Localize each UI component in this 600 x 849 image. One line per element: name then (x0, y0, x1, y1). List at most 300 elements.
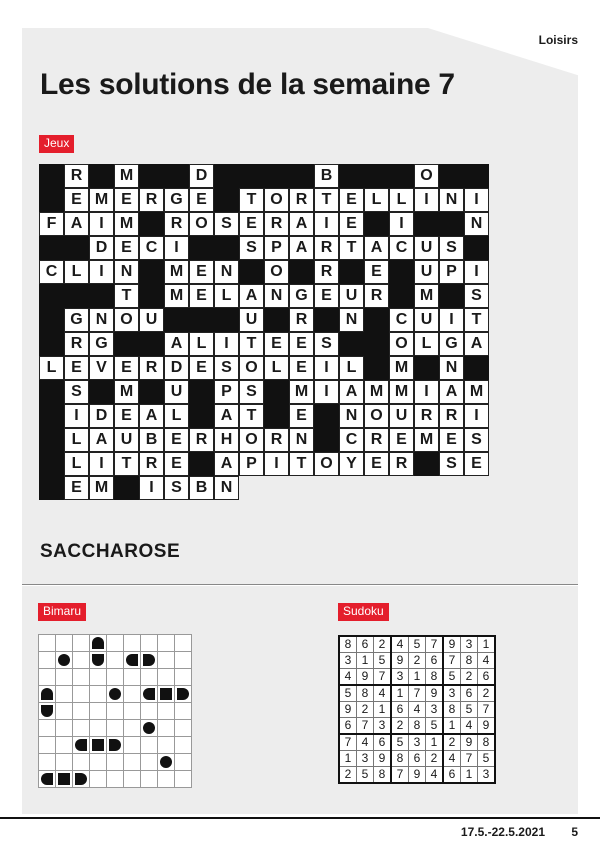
crossword-letter-cell: S (214, 356, 239, 380)
crossword-letter-cell: M (464, 380, 489, 404)
crossword-black-cell (39, 404, 64, 428)
sudoku-cell: 2 (357, 702, 374, 718)
crossword-black-cell (164, 308, 189, 332)
crossword-letter-cell: I (464, 260, 489, 284)
sudoku-cell: 5 (409, 636, 426, 653)
crossword-letter-cell: T (239, 332, 264, 356)
crossword-letter-cell: M (164, 284, 189, 308)
crossword-letter-cell: E (164, 428, 189, 452)
crossword-letter-cell: N (339, 404, 364, 428)
crossword-letter-cell: I (314, 212, 339, 236)
crossword-letter-cell: L (389, 188, 414, 212)
crossword-letter-cell: R (164, 212, 189, 236)
sudoku-cell: 6 (339, 718, 357, 735)
section-label: Loisirs (538, 33, 578, 47)
bimaru-cell (56, 703, 73, 720)
sudoku-cell: 4 (443, 751, 461, 767)
page-title: Les solutions de la semaine 7 (40, 68, 455, 101)
sudoku-cell: 3 (478, 767, 496, 784)
sudoku-cell: 5 (374, 653, 392, 669)
crossword-letter-cell: C (389, 308, 414, 332)
ship-segment (92, 654, 104, 666)
bimaru-cell (158, 686, 175, 703)
crossword-letter-cell: M (114, 164, 139, 188)
crossword-letter-cell: A (289, 236, 314, 260)
crossword-black-cell (289, 164, 314, 188)
crossword-letter-cell: I (464, 188, 489, 212)
crossword-letter-cell: O (314, 452, 339, 476)
crossword-letter-cell: L (64, 452, 89, 476)
crossword-letter-cell: N (214, 260, 239, 284)
crossword-letter-cell: E (239, 212, 264, 236)
crossword-letter-cell: I (389, 212, 414, 236)
crossword-letter-cell: E (189, 356, 214, 380)
bimaru-cell (73, 771, 90, 788)
bimaru-cell (90, 771, 107, 788)
sudoku-cell: 3 (426, 702, 444, 718)
crossword-letter-cell: S (164, 476, 189, 500)
sudoku-cell: 6 (426, 653, 444, 669)
crossword-letter-cell: U (114, 428, 139, 452)
crossword-letter-cell: U (389, 404, 414, 428)
crossword-letter-cell: M (89, 188, 114, 212)
crossword-black-cell (89, 284, 114, 308)
crossword-letter-cell: V (89, 356, 114, 380)
bimaru-cell (141, 635, 158, 652)
sudoku-cell: 5 (339, 685, 357, 702)
bimaru-cell (124, 652, 141, 669)
crossword-letter-cell: R (364, 428, 389, 452)
sudoku-cell: 8 (357, 685, 374, 702)
crossword-black-cell (114, 476, 139, 500)
ship-segment (41, 705, 53, 717)
bimaru-cell (39, 703, 56, 720)
crossword-letter-cell: G (89, 332, 114, 356)
sudoku-cell: 3 (339, 653, 357, 669)
crossword-letter-cell: I (89, 452, 114, 476)
ship-segment (126, 654, 138, 666)
crossword-letter-cell: N (439, 188, 464, 212)
bimaru-cell (141, 771, 158, 788)
crossword-letter-cell: R (414, 404, 439, 428)
crossword-black-cell (364, 212, 389, 236)
bimaru-cell (56, 652, 73, 669)
sudoku-cell: 6 (461, 685, 478, 702)
crossword-letter-cell: I (89, 260, 114, 284)
ship-segment (160, 756, 172, 768)
bimaru-cell (73, 686, 90, 703)
crossword-black-cell (39, 164, 64, 188)
crossword-black-cell (139, 284, 164, 308)
crossword-letter-cell: C (339, 428, 364, 452)
crossword-black-cell (39, 308, 64, 332)
crossword-letter-cell: A (64, 212, 89, 236)
crossword-letter-cell: M (114, 380, 139, 404)
crossword-black-cell (189, 404, 214, 428)
bimaru-cell (175, 652, 192, 669)
bimaru-cell (158, 669, 175, 686)
bimaru-cell (124, 635, 141, 652)
crossword-letter-cell: E (64, 188, 89, 212)
page-number: 5 (571, 825, 578, 839)
sudoku-cell: 9 (409, 767, 426, 784)
crossword-letter-cell: S (439, 236, 464, 260)
crossword-black-cell (289, 260, 314, 284)
crossword-letter-cell: R (64, 332, 89, 356)
crossword-black-cell (414, 452, 439, 476)
sudoku-cell: 7 (339, 734, 357, 751)
sudoku-cell: 9 (374, 751, 392, 767)
crossword-letter-cell: G (289, 284, 314, 308)
crossword-letter-cell: E (364, 260, 389, 284)
crossword-letter-cell: E (114, 356, 139, 380)
ship-segment (109, 688, 121, 700)
crossword-black-cell (264, 164, 289, 188)
sudoku-cell: 2 (409, 653, 426, 669)
bimaru-cell (73, 754, 90, 771)
bimaru-cell (158, 720, 175, 737)
crossword-letter-cell: R (264, 212, 289, 236)
crossword-letter-cell: A (139, 404, 164, 428)
crossword-letter-cell: L (189, 332, 214, 356)
bimaru-cell (175, 720, 192, 737)
crossword-black-cell (139, 332, 164, 356)
crossword-letter-cell: N (89, 308, 114, 332)
sudoku-cell: 4 (374, 685, 392, 702)
bimaru-cell (158, 754, 175, 771)
bimaru-cell (124, 737, 141, 754)
crossword-letter-cell: E (389, 428, 414, 452)
crossword-letter-cell: L (64, 260, 89, 284)
crossword-letter-cell: A (164, 332, 189, 356)
crossword-letter-cell: O (389, 332, 414, 356)
bimaru-cell (107, 771, 124, 788)
bimaru-cell (90, 737, 107, 754)
crossword-black-cell (189, 236, 214, 260)
crossword-letter-cell: B (139, 428, 164, 452)
bimaru-cell (107, 652, 124, 669)
bimaru-cell (124, 703, 141, 720)
bimaru-cell (73, 720, 90, 737)
crossword-black-cell (214, 236, 239, 260)
crossword-letter-cell: R (314, 236, 339, 260)
sudoku-cell: 4 (391, 636, 409, 653)
crossword-letter-cell: U (414, 308, 439, 332)
bimaru-cell (73, 669, 90, 686)
crossword-black-cell (164, 164, 189, 188)
sudoku-cell: 2 (461, 669, 478, 686)
crossword-letter-cell: S (239, 236, 264, 260)
crossword-letter-cell: E (289, 332, 314, 356)
sudoku-cell: 5 (357, 767, 374, 784)
crossword-letter-cell: D (164, 356, 189, 380)
sudoku-cell: 1 (426, 734, 444, 751)
crossword-letter-cell: R (64, 164, 89, 188)
bimaru-cell (141, 737, 158, 754)
bimaru-cell (90, 703, 107, 720)
crossword-black-cell (39, 452, 64, 476)
crossword-letter-cell: R (139, 356, 164, 380)
bimaru-cell (39, 737, 56, 754)
crossword-letter-cell: S (64, 380, 89, 404)
sudoku-cell: 1 (443, 718, 461, 735)
sudoku-cell: 4 (409, 702, 426, 718)
crossword-letter-cell: E (64, 476, 89, 500)
bimaru-cell (158, 635, 175, 652)
bimaru-cell (90, 635, 107, 652)
crossword-letter-cell: L (414, 332, 439, 356)
bimaru-cell (39, 686, 56, 703)
crossword-letter-cell: C (389, 236, 414, 260)
crossword-letter-cell: G (64, 308, 89, 332)
sudoku-cell: 6 (374, 734, 392, 751)
crossword-black-cell (39, 476, 64, 500)
crossword-letter-cell: Y (339, 452, 364, 476)
sudoku-cell: 1 (339, 751, 357, 767)
bimaru-cell (141, 754, 158, 771)
crossword-letter-cell: A (214, 404, 239, 428)
bimaru-cell (124, 669, 141, 686)
sudoku-cell: 7 (426, 636, 444, 653)
crossword-black-cell (139, 212, 164, 236)
crossword-black-cell (114, 332, 139, 356)
sudoku-cell: 9 (426, 685, 444, 702)
bimaru-cell (107, 686, 124, 703)
crossword-letter-cell: M (364, 380, 389, 404)
bimaru-cell (107, 720, 124, 737)
bimaru-cell (107, 635, 124, 652)
crossword-black-cell (139, 164, 164, 188)
ship-segment (92, 637, 104, 649)
sudoku-cell: 8 (461, 653, 478, 669)
crossword-letter-cell: R (389, 452, 414, 476)
sudoku-cell: 1 (391, 685, 409, 702)
sudoku-cell: 7 (478, 702, 496, 718)
crossword-letter-cell: G (164, 188, 189, 212)
crossword-letter-cell: E (189, 260, 214, 284)
crossword-letter-cell: M (164, 260, 189, 284)
crossword-letter-cell: A (339, 380, 364, 404)
crossword-black-cell (39, 284, 64, 308)
crossword-letter-cell: P (439, 260, 464, 284)
sudoku-cell: 4 (339, 669, 357, 686)
bimaru-cell (39, 652, 56, 669)
crossword-letter-cell: L (214, 284, 239, 308)
crossword-letter-cell: S (214, 212, 239, 236)
sudoku-cell: 4 (478, 653, 496, 669)
crossword-black-cell (414, 356, 439, 380)
crossword-black-cell (264, 380, 289, 404)
crossword-letter-cell: E (439, 428, 464, 452)
crossword-black-cell (364, 308, 389, 332)
crossword-black-cell (464, 236, 489, 260)
crossword-letter-cell: T (339, 236, 364, 260)
bimaru-cell (124, 720, 141, 737)
bimaru-cell (56, 720, 73, 737)
bimaru-cell (107, 669, 124, 686)
crossword-letter-cell: C (39, 260, 64, 284)
sudoku-cell: 1 (357, 653, 374, 669)
crossword-grid (39, 164, 489, 524)
crossword-black-cell (364, 164, 389, 188)
bimaru-cell (107, 737, 124, 754)
sudoku-cell: 2 (391, 718, 409, 735)
sudoku-cell: 8 (409, 718, 426, 735)
crossword-black-cell (389, 164, 414, 188)
crossword-letter-cell: E (189, 284, 214, 308)
bimaru-cell (73, 635, 90, 652)
bimaru-cell (141, 669, 158, 686)
section-divider (22, 584, 578, 585)
crossword-letter-cell: M (114, 212, 139, 236)
crossword-letter-cell: B (314, 164, 339, 188)
bimaru-cell (39, 754, 56, 771)
bimaru-cell (90, 686, 107, 703)
crossword-letter-cell: A (239, 284, 264, 308)
crossword-black-cell (364, 332, 389, 356)
crossword-black-cell (189, 308, 214, 332)
crossword-black-cell (389, 260, 414, 284)
sudoku-cell: 5 (426, 718, 444, 735)
crossword-letter-cell: O (264, 188, 289, 212)
crossword-letter-cell: H (214, 428, 239, 452)
sudoku-cell: 8 (443, 702, 461, 718)
crossword-black-cell (214, 308, 239, 332)
crossword-letter-cell: M (389, 356, 414, 380)
crossword-letter-cell: O (239, 428, 264, 452)
bimaru-cell (158, 703, 175, 720)
crossword-letter-cell: L (264, 356, 289, 380)
sudoku-cell: 1 (461, 767, 478, 784)
sudoku-cell: 2 (426, 751, 444, 767)
sudoku-cell: 8 (374, 767, 392, 784)
ship-segment (75, 739, 87, 751)
crossword-letter-cell: R (289, 308, 314, 332)
crossword-letter-cell: L (339, 356, 364, 380)
crossword-letter-cell: N (339, 308, 364, 332)
crossword-letter-cell: U (139, 308, 164, 332)
sudoku-cell: 2 (443, 734, 461, 751)
bimaru-cell (175, 669, 192, 686)
crossword-black-cell (439, 164, 464, 188)
crossword-black-cell (89, 380, 114, 404)
crossword-letter-cell: E (114, 404, 139, 428)
sudoku-cell: 1 (374, 702, 392, 718)
bimaru-grid (38, 634, 192, 788)
bimaru-cell (90, 754, 107, 771)
bimaru-cell (73, 652, 90, 669)
sudoku-cell: 7 (391, 767, 409, 784)
crossword-letter-cell: I (414, 188, 439, 212)
bimaru-cell (124, 771, 141, 788)
sudoku-cell: 5 (461, 702, 478, 718)
sudoku-cell: 9 (339, 702, 357, 718)
ship-segment (143, 654, 155, 666)
bimaru-cell (124, 754, 141, 771)
sudoku-cell: 1 (478, 636, 496, 653)
crossword-letter-cell: E (289, 404, 314, 428)
crossword-black-cell (89, 164, 114, 188)
crossword-letter-cell: I (214, 332, 239, 356)
crossword-black-cell (64, 284, 89, 308)
crossword-letter-cell: D (89, 404, 114, 428)
bimaru-cell (141, 652, 158, 669)
footer-rule (0, 817, 600, 819)
bimaru-cell (73, 737, 90, 754)
crossword-letter-cell: N (264, 284, 289, 308)
footer-dates: 17.5.-22.5.2021 (460, 825, 545, 839)
sudoku-cell: 7 (357, 718, 374, 735)
crossword-black-cell (439, 212, 464, 236)
crossword-black-cell (264, 308, 289, 332)
crossword-letter-cell: N (464, 212, 489, 236)
sudoku-cell: 4 (426, 767, 444, 784)
sudoku-cell: 9 (357, 669, 374, 686)
crossword-letter-cell: T (239, 404, 264, 428)
crossword-black-cell (314, 428, 339, 452)
crossword-letter-cell: A (214, 452, 239, 476)
crossword-black-cell (189, 380, 214, 404)
sudoku-cell: 4 (461, 718, 478, 735)
crossword-letter-cell: S (239, 380, 264, 404)
crossword-letter-cell: A (439, 380, 464, 404)
crossword-letter-cell: E (339, 212, 364, 236)
crossword-letter-cell: N (289, 428, 314, 452)
crossword-black-cell (439, 284, 464, 308)
bimaru-cell (158, 771, 175, 788)
crossword-black-cell (314, 308, 339, 332)
crossword-letter-cell: E (114, 236, 139, 260)
sudoku-cell: 2 (339, 767, 357, 784)
crossword-letter-cell: C (139, 236, 164, 260)
bimaru-cell (39, 669, 56, 686)
crossword-letter-cell: U (164, 380, 189, 404)
tag-jeux: Jeux (39, 135, 74, 153)
crossword-letter-cell: G (439, 332, 464, 356)
crossword-letter-cell: T (114, 284, 139, 308)
crossword-letter-cell: O (114, 308, 139, 332)
crossword-black-cell (214, 188, 239, 212)
crossword-black-cell (339, 332, 364, 356)
crossword-black-cell (364, 356, 389, 380)
bimaru-cell (175, 754, 192, 771)
ship-segment (75, 773, 87, 785)
crossword-letter-cell: B (189, 476, 214, 500)
crossword-black-cell (264, 404, 289, 428)
crossword-letter-cell: R (189, 428, 214, 452)
crossword-letter-cell: U (239, 308, 264, 332)
crossword-black-cell (139, 260, 164, 284)
crossword-letter-cell: T (114, 452, 139, 476)
crossword-letter-cell: F (39, 212, 64, 236)
crossword-letter-cell: T (314, 188, 339, 212)
crossword-letter-cell: L (364, 188, 389, 212)
crossword-letter-cell: E (289, 356, 314, 380)
crossword-letter-cell: O (239, 356, 264, 380)
bimaru-cell (56, 771, 73, 788)
ship-segment (41, 688, 53, 700)
sudoku-cell: 6 (391, 702, 409, 718)
bimaru-cell (141, 720, 158, 737)
crossword-black-cell (39, 380, 64, 404)
sudoku-cell: 2 (374, 636, 392, 653)
ship-segment (177, 688, 189, 700)
crossword-letter-cell: R (439, 404, 464, 428)
crossword-letter-cell: E (189, 188, 214, 212)
crossword-letter-cell: M (414, 428, 439, 452)
sudoku-cell: 6 (478, 669, 496, 686)
sudoku-cell: 3 (443, 685, 461, 702)
